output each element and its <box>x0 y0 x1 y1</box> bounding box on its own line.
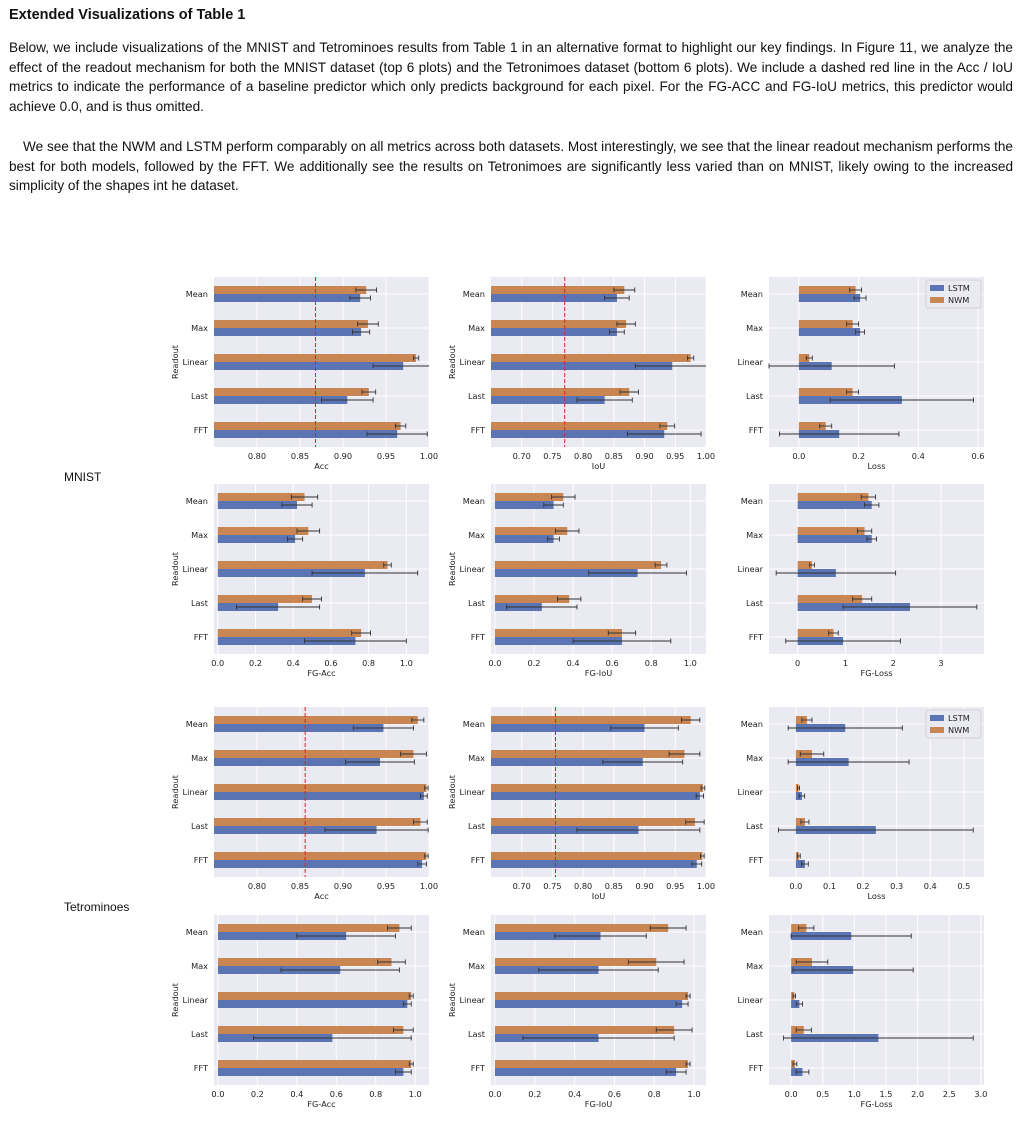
x-tick-label: 0.4 <box>911 451 925 461</box>
category-tick-label: Max <box>191 530 208 540</box>
x-tick-label: 0.70 <box>512 881 531 891</box>
x-tick-label: 1.00 <box>696 881 716 891</box>
x-tick-label: 2 <box>890 658 896 668</box>
paragraph-intro: Below, we include visualizations of the MNIST and Tetrominoes results from Table 1 in an alternative format to highlight our key findings. In Figure 11, we analyze the effect of the readout mechanism for both the MNIST dataset (top 6 plots) and the Tetronimoes dataset (bottom 6 plots). We include a dashed red line in the Acc / IoU metrics to indicate the performance of a baseline predictor which only predicts background for each pixel. For the FG-ACC and FG-IoU metrics, this predictor would achieve 0.0, and is thus omitted. <box>9 40 1013 114</box>
x-axis-label: Loss <box>867 891 886 901</box>
x-tick-label: 0.80 <box>574 881 593 891</box>
x-tick-label: 0.85 <box>604 451 623 461</box>
bar-nwm-max <box>214 320 368 328</box>
category-tick-label: FFT <box>193 632 208 642</box>
legend-swatch-nwm <box>930 727 944 733</box>
paragraph-findings: We see that the NWM and LSTM perform comparably on all metrics across both datasets. Most interestingly, we see that the linear readout mechanism performs the best for both models, followed by the FFT. We additionally see the results on Tetronimoes are significantly less varied than on MNIST, likely owing to the increased simplicity of the shapes int he dataset. <box>9 139 1013 193</box>
y-axis-label: Readout <box>447 983 457 1017</box>
category-tick-label: Linear <box>459 995 485 1005</box>
category-tick-label: Linear <box>182 564 208 574</box>
x-axis-label: FG-IoU <box>584 1099 613 1109</box>
bar-nwm-linear <box>495 561 661 569</box>
x-tick-label: 0.80 <box>574 451 593 461</box>
category-tick-label: FFT <box>470 855 485 865</box>
chart-panel-mnist-loss <box>738 277 985 471</box>
category-tick-label: Max <box>468 753 485 763</box>
bar-nwm-last <box>495 1026 674 1034</box>
bar-nwm-mean <box>495 924 668 932</box>
category-tick-label: Mean <box>740 289 763 299</box>
category-tick-label: Mean <box>740 927 763 937</box>
y-axis-label: Readout <box>447 552 457 586</box>
x-tick-label: 0.0 <box>792 451 806 461</box>
category-tick-label: FFT <box>193 425 208 435</box>
bar-nwm-max <box>798 527 865 535</box>
bar-lstm-linear <box>214 792 424 800</box>
bar-lstm-max <box>214 328 361 336</box>
bar-lstm-fft <box>491 860 697 868</box>
bar-nwm-last <box>491 388 629 396</box>
x-tick-label: 0.4 <box>923 881 937 891</box>
category-tick-label: Linear <box>737 564 763 574</box>
x-tick-label: 0.80 <box>247 451 267 461</box>
bar-nwm-last <box>218 595 312 603</box>
bar-nwm-mean <box>214 716 418 724</box>
legend-label-nwm: NWM <box>948 725 970 735</box>
x-tick-label: 0.90 <box>333 881 353 891</box>
category-tick-label: FFT <box>748 632 763 642</box>
category-tick-label: Linear <box>737 995 763 1005</box>
bar-nwm-last <box>218 1026 403 1034</box>
category-tick-label: FFT <box>470 1063 485 1073</box>
bar-nwm-fft <box>218 1060 411 1068</box>
bar-nwm-fft <box>218 629 361 637</box>
category-tick-label: Max <box>191 323 208 333</box>
x-tick-label: 0.5 <box>957 881 971 891</box>
category-tick-label: Mean <box>185 719 208 729</box>
x-tick-label: 0.90 <box>635 451 654 461</box>
x-tick-label: 0.75 <box>543 881 562 891</box>
section-title: Extended Visualizations of Table 1 <box>9 7 246 23</box>
category-tick-label: FFT <box>193 855 208 865</box>
chart-panel-tetrominoes-fg-iou <box>447 915 706 1109</box>
x-tick-label: 0.0 <box>211 658 225 668</box>
category-tick-label: Last <box>467 391 485 401</box>
bar-nwm-max <box>214 750 414 758</box>
category-tick-label: Mean <box>185 289 208 299</box>
category-tick-label: Mean <box>740 496 763 506</box>
category-tick-label: FFT <box>748 425 763 435</box>
bar-nwm-mean <box>491 716 691 724</box>
x-tick-label: 3.0 <box>974 1089 988 1099</box>
x-tick-label: 0.2 <box>248 658 263 668</box>
x-tick-label: 0.8 <box>644 658 658 668</box>
x-axis-label: IoU <box>591 891 606 901</box>
x-tick-label: 0.2 <box>528 1089 542 1099</box>
legend-swatch-lstm <box>930 715 944 721</box>
x-tick-label: 0.5 <box>816 1089 830 1099</box>
bar-lstm-max <box>491 328 617 336</box>
x-tick-label: 0.0 <box>789 881 803 891</box>
x-tick-label: 0.1 <box>822 881 836 891</box>
bar-nwm-last <box>799 388 853 396</box>
x-axis-label: FG-Acc <box>307 1099 336 1109</box>
category-tick-label: Max <box>191 961 208 971</box>
x-tick-label: 0.2 <box>856 881 870 891</box>
x-tick-label: 1.0 <box>399 658 413 668</box>
x-tick-label: 0.2 <box>527 658 541 668</box>
bar-lstm-max <box>798 535 872 543</box>
bar-nwm-mean <box>798 493 869 501</box>
bar-nwm-linear <box>491 354 691 362</box>
bar-nwm-max <box>799 320 853 328</box>
category-tick-label: Last <box>467 821 485 831</box>
y-axis-label: Readout <box>170 345 180 379</box>
bar-lstm-linear <box>218 1000 407 1008</box>
x-tick-label: 0.6 <box>971 451 985 461</box>
x-tick-label: 0.0 <box>488 658 502 668</box>
category-tick-label: Mean <box>462 927 485 937</box>
bar-lstm-max <box>799 328 860 336</box>
chart-panel-tetrominoes-iou <box>447 707 715 901</box>
category-tick-label: FFT <box>470 632 485 642</box>
x-tick-label: 0.75 <box>543 451 562 461</box>
category-tick-label: Max <box>191 753 208 763</box>
bar-nwm-max <box>491 750 685 758</box>
x-tick-label: 0.6 <box>605 658 619 668</box>
x-tick-label: 0.8 <box>362 658 376 668</box>
legend-label-lstm: LSTM <box>948 283 970 293</box>
legend-label-nwm: NWM <box>948 295 970 305</box>
x-tick-label: 0.85 <box>290 451 310 461</box>
x-tick-label: 0.6 <box>607 1089 621 1099</box>
x-axis-label: Acc <box>314 461 329 471</box>
bar-lstm-fft <box>214 860 422 868</box>
x-tick-label: 0.0 <box>784 1089 798 1099</box>
category-tick-label: Mean <box>185 927 208 937</box>
x-tick-label: 0.0 <box>211 1089 225 1099</box>
bar-lstm-max <box>218 535 295 543</box>
x-tick-label: 0.2 <box>250 1089 264 1099</box>
bar-nwm-mean <box>214 286 366 294</box>
category-tick-label: Last <box>467 1029 485 1039</box>
x-axis-label: Loss <box>867 461 886 471</box>
x-tick-label: 0.80 <box>247 881 267 891</box>
category-tick-label: Linear <box>182 995 208 1005</box>
chart-panel-mnist-fg-iou <box>447 484 706 678</box>
bar-nwm-fft <box>495 1060 688 1068</box>
chart-panel-tetrominoes-acc <box>170 707 438 901</box>
bar-nwm-fft <box>491 852 702 860</box>
x-tick-label: 1.5 <box>879 1089 893 1099</box>
row-label-mnist: MNIST <box>64 470 102 484</box>
bar-nwm-fft <box>214 422 401 430</box>
x-tick-label: 2.5 <box>942 1089 956 1099</box>
x-tick-label: 0.90 <box>333 451 353 461</box>
category-tick-label: Mean <box>462 496 485 506</box>
chart-panel-mnist-iou <box>447 277 715 471</box>
category-tick-label: Max <box>746 961 763 971</box>
legend-swatch-nwm <box>930 297 944 303</box>
x-tick-label: 0.6 <box>324 658 338 668</box>
category-tick-label: Linear <box>182 357 208 367</box>
chart-panel-tetrominoes-fg-loss <box>738 915 988 1109</box>
y-axis-label: Readout <box>447 345 457 379</box>
bar-nwm-fft <box>214 852 426 860</box>
bar-nwm-linear <box>491 784 703 792</box>
x-tick-label: 0.8 <box>369 1089 383 1099</box>
chart-panel-mnist-fg-loss <box>738 484 984 678</box>
y-axis-label: Readout <box>170 552 180 586</box>
category-tick-label: Last <box>745 821 763 831</box>
category-tick-label: Max <box>746 323 763 333</box>
category-tick-label: FFT <box>748 1063 763 1073</box>
category-tick-label: Last <box>745 598 763 608</box>
bar-nwm-linear <box>214 784 426 792</box>
x-tick-label: 0.85 <box>604 881 623 891</box>
x-tick-label: 1.0 <box>687 1089 701 1099</box>
bar-nwm-linear <box>218 992 411 1000</box>
x-tick-label: 0.4 <box>566 658 580 668</box>
category-tick-label: FFT <box>748 855 763 865</box>
bar-lstm-max <box>495 535 554 543</box>
legend-swatch-lstm <box>930 285 944 291</box>
x-tick-label: 0.95 <box>376 451 396 461</box>
category-tick-label: Last <box>467 598 485 608</box>
x-tick-label: 3 <box>938 658 944 668</box>
x-tick-label: 0.2 <box>852 451 866 461</box>
bar-nwm-last <box>491 818 695 826</box>
chart-panel-tetrominoes-fg-acc <box>170 915 429 1109</box>
x-axis-label: FG-Loss <box>860 1099 893 1109</box>
category-tick-label: Max <box>468 323 485 333</box>
chart-panel-mnist-fg-acc <box>170 484 429 678</box>
category-tick-label: Max <box>468 530 485 540</box>
x-tick-label: 0.0 <box>488 1089 502 1099</box>
category-tick-label: Max <box>468 961 485 971</box>
bar-nwm-fft <box>491 422 667 430</box>
x-axis-label: IoU <box>591 461 606 471</box>
category-tick-label: Last <box>190 821 208 831</box>
category-tick-label: Last <box>745 391 763 401</box>
x-tick-label: 1.00 <box>419 451 439 461</box>
x-tick-label: 2.0 <box>911 1089 925 1099</box>
category-tick-label: Linear <box>182 787 208 797</box>
x-tick-label: 1.00 <box>696 451 716 461</box>
chart-panel-mnist-acc <box>170 277 438 471</box>
category-tick-label: Mean <box>462 289 485 299</box>
x-tick-label: 0.85 <box>290 881 310 891</box>
category-tick-label: Mean <box>740 719 763 729</box>
x-tick-label: 1.00 <box>419 881 439 891</box>
category-tick-label: Last <box>190 391 208 401</box>
row-label-tetrominoes: Tetrominoes <box>64 900 130 914</box>
bar-lstm-fft <box>218 1068 403 1076</box>
y-axis-label: Readout <box>170 775 180 809</box>
x-tick-label: 0.70 <box>512 451 531 461</box>
x-tick-label: 0.95 <box>666 881 685 891</box>
y-axis-label: Readout <box>447 775 457 809</box>
bar-nwm-fft <box>495 629 622 637</box>
bar-lstm-mean <box>799 294 860 302</box>
x-tick-label: 1.0 <box>408 1089 422 1099</box>
x-tick-label: 0.95 <box>666 451 685 461</box>
category-tick-label: Linear <box>737 357 763 367</box>
category-tick-label: Max <box>746 753 763 763</box>
category-tick-label: Mean <box>462 719 485 729</box>
bar-lstm-mean <box>214 294 360 302</box>
category-tick-label: Mean <box>185 496 208 506</box>
x-tick-label: 0.4 <box>568 1089 582 1099</box>
bar-nwm-mean <box>799 286 856 294</box>
category-tick-label: Last <box>190 598 208 608</box>
bar-lstm-linear <box>495 1000 682 1008</box>
x-tick-label: 0.90 <box>635 881 654 891</box>
x-tick-label: 0.95 <box>376 881 396 891</box>
x-axis-label: FG-Loss <box>860 668 893 678</box>
bar-nwm-mean <box>491 286 624 294</box>
y-axis-label: Readout <box>170 983 180 1017</box>
x-axis-label: Acc <box>314 891 329 901</box>
category-tick-label: Linear <box>459 357 485 367</box>
category-tick-label: Linear <box>737 787 763 797</box>
bar-nwm-last <box>214 818 420 826</box>
category-tick-label: Linear <box>459 564 485 574</box>
bar-nwm-linear <box>218 561 388 569</box>
bar-nwm-max <box>218 958 392 966</box>
legend-label-lstm: LSTM <box>948 713 970 723</box>
bar-nwm-max <box>218 527 309 535</box>
x-tick-label: 0.4 <box>286 658 300 668</box>
x-tick-label: 0.4 <box>290 1089 304 1099</box>
category-tick-label: Last <box>745 1029 763 1039</box>
category-tick-label: Linear <box>459 787 485 797</box>
category-tick-label: Last <box>190 1029 208 1039</box>
bar-nwm-fft <box>798 629 834 637</box>
bar-lstm-mean <box>798 501 872 509</box>
category-tick-label: FFT <box>193 1063 208 1073</box>
bar-nwm-mean <box>218 924 399 932</box>
x-tick-label: 1 <box>842 658 849 668</box>
bar-nwm-last <box>214 388 369 396</box>
bar-nwm-linear <box>495 992 688 1000</box>
bar-lstm-fft <box>495 1068 676 1076</box>
x-axis-label: FG-Acc <box>307 668 336 678</box>
x-tick-label: 0.8 <box>647 1089 661 1099</box>
x-tick-label: 0.6 <box>329 1089 343 1099</box>
bar-lstm-mean <box>491 294 617 302</box>
bar-lstm-linear <box>491 792 700 800</box>
bar-nwm-max <box>491 320 626 328</box>
chart-panel-tetrominoes-loss <box>738 707 984 901</box>
x-tick-label: 0.3 <box>890 881 904 891</box>
x-tick-label: 1.0 <box>683 658 697 668</box>
x-axis-label: FG-IoU <box>584 668 613 678</box>
category-tick-label: FFT <box>470 425 485 435</box>
x-tick-label: 1.0 <box>847 1089 861 1099</box>
x-tick-label: 0 <box>795 658 801 668</box>
category-tick-label: Max <box>746 530 763 540</box>
